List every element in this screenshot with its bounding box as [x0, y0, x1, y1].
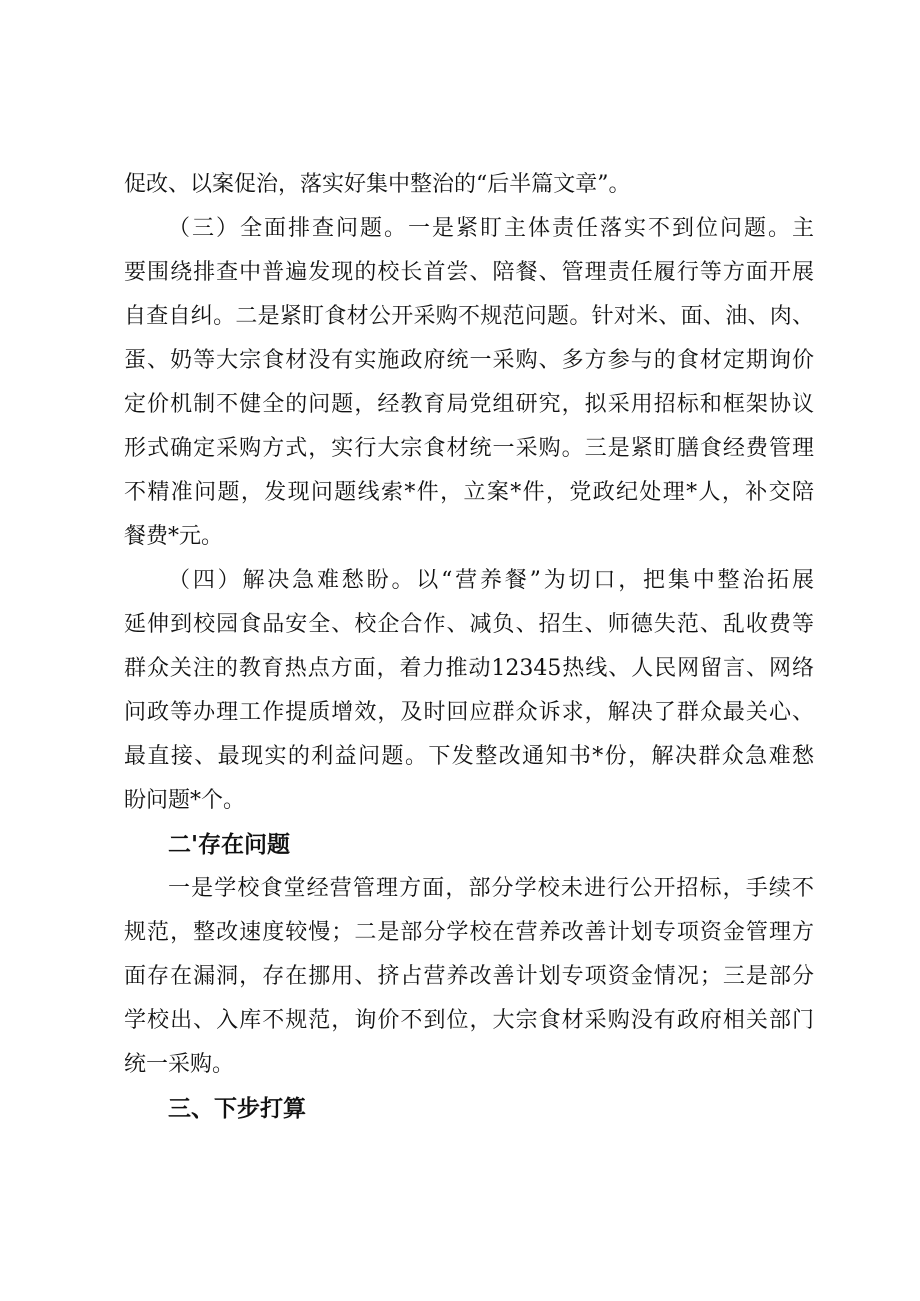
- paragraph-line: 延伸到校园食品安全、校企合作、减负、招生、师德失范、乱收费等: [124, 612, 814, 637]
- section-heading: 二'存在问题: [168, 832, 291, 858]
- paragraph-line: （四）解决急难愁盼。以“营养餐”为切口，把集中整治拓展: [168, 568, 814, 593]
- paragraph-line: 学校出、入库不规范，询价不到位，大宗食材采购没有政府相关部门: [124, 1008, 814, 1033]
- paragraph-line: （三）全面排查问题。一是紧盯主体责任落实不到位问题。主: [168, 216, 814, 241]
- paragraph-line: 定价机制不健全的问题，经教育局党组研究，拟采用招标和框架协议: [124, 392, 814, 417]
- paragraph-line: 最直接、最现实的利益问题。下发整改通知书*份，解决群众急难愁: [124, 744, 814, 769]
- paragraph-line: 面存在漏洞，存在挪用、挤占营养改善计划专项资金情况；三是部分: [124, 964, 814, 989]
- paragraph-line: 要围绕排查中普遍发现的校长首尝、陪餐、管理责任履行等方面开展: [124, 260, 814, 285]
- paragraph-line: 蛋、奶等大宗食材没有实施政府统一采购、多方参与的食材定期询价: [124, 348, 814, 373]
- section-heading: 三、下步打算: [168, 1096, 306, 1122]
- paragraph-line: 形式确定采购方式，实行大宗食材统一采购。三是紧盯膳食经费管理: [124, 436, 814, 461]
- paragraph-line: 一是学校食堂经营管理方面，部分学校未进行公开招标，手续不: [168, 876, 814, 901]
- paragraph-line: 统一采购。: [124, 1052, 235, 1077]
- paragraph-line: 群众关注的教育热点方面，着力推动12345热线、人民网留言、网络: [124, 656, 814, 681]
- paragraph-line: 问政等办理工作提质增效，及时回应群众诉求，解决了群众最关心、: [124, 700, 814, 725]
- paragraph-line: 自查自纠。二是紧盯食材公开采购不规范问题。针对米、面、油、肉、: [124, 304, 814, 329]
- paragraph-line: 盼问题*个。: [124, 788, 246, 813]
- paragraph-line: 规范，整改速度较慢；二是部分学校在营养改善计划专项资金管理方: [124, 920, 814, 945]
- paragraph-line: 促改、以案促治，落实好集中整治的“后半篇文章”。: [124, 172, 631, 197]
- paragraph-line: 餐费*元。: [124, 524, 224, 549]
- paragraph-line: 不精准问题，发现问题线索*件，立案*件，党政纪处理*人，补交陪: [124, 480, 814, 505]
